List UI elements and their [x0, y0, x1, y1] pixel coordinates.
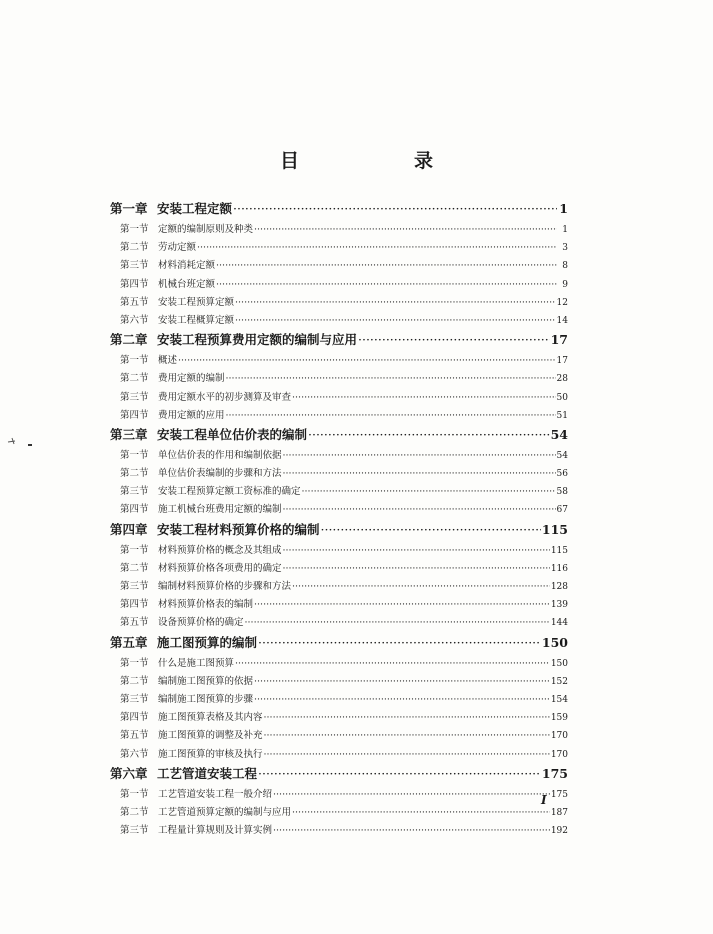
toc-page-number: 116 — [550, 563, 568, 574]
toc-entry-number: 第二节 — [120, 675, 149, 687]
toc-entry-number: 第四节 — [120, 409, 149, 421]
toc-page-number: 187 — [550, 807, 568, 818]
toc-dot-leader — [321, 522, 541, 537]
toc-entry-number: 第五节 — [120, 296, 149, 308]
toc-page-number: 128 — [550, 582, 568, 592]
toc-chapter-row — [110, 520, 568, 542]
toc-dot-leader — [283, 468, 556, 479]
toc-page-number: 1 — [562, 225, 568, 235]
toc-entry-number: 第三节 — [120, 391, 149, 403]
toc-section-row — [110, 804, 568, 822]
toc-section-row — [110, 257, 568, 275]
toc-dot-leader — [308, 427, 550, 442]
toc-page-number: 175 — [541, 765, 568, 781]
toc-page-number: 56 — [556, 469, 568, 480]
toc-dot-leader — [283, 545, 550, 556]
toc-entry-title: 工艺管道安装工程 — [157, 765, 258, 781]
toc-entry-title: 安装工程定额 — [157, 201, 233, 216]
toc-page-number: 8 — [562, 261, 568, 272]
toc-section-row — [110, 673, 568, 691]
toc-section-row — [110, 389, 568, 407]
toc-dot-leader — [216, 279, 557, 290]
toc-section-row — [110, 407, 568, 425]
toc-page-number: 1 — [559, 201, 568, 216]
toc-page-number: 144 — [550, 618, 568, 629]
toc-entry-title: 工艺管道安装工程一般介绍 — [158, 788, 273, 800]
toc-entry-number: 第三节 — [120, 260, 149, 272]
toc-dot-leader — [358, 332, 550, 347]
toc-entry-title: 施工图预算的编制 — [157, 634, 258, 650]
toc-entry-title: 材料消耗定额 — [158, 260, 216, 272]
toc-entry-number: 第三节 — [120, 825, 149, 837]
toc-entry-number: 第一节 — [120, 449, 149, 461]
toc-entry-title: 安装工程预算定额 — [158, 296, 235, 308]
toc-entry-number: 第六章 — [110, 765, 148, 781]
toc-section-row — [110, 691, 568, 709]
toc-section-row — [110, 822, 568, 840]
toc-dot-leader — [292, 581, 550, 592]
toc-page-number: 170 — [550, 749, 568, 760]
toc-dot-leader — [258, 766, 541, 781]
toc-entry-title: 安装工程单位估价表的编制 — [157, 426, 308, 442]
toc-chapter-row — [110, 425, 568, 447]
toc-dot-leader — [216, 260, 557, 271]
toc-section-row — [110, 501, 568, 519]
toc-page-number: 17 — [556, 356, 568, 367]
toc-page-number: 139 — [550, 600, 568, 611]
toc-entry-title: 概述 — [158, 355, 178, 367]
toc-entry-title: 安装工程预算定额工资标准的确定 — [158, 486, 301, 498]
toc-page-number: 12 — [556, 297, 568, 308]
toc-dot-leader — [233, 201, 557, 216]
toc-entry-number: 第六节 — [120, 748, 149, 760]
toc-entry-number: 第二章 — [110, 332, 148, 348]
toc-entry-title: 什么是施工图预算 — [158, 657, 235, 669]
toc-page-number: 152 — [550, 676, 568, 687]
toc-entry-number: 第三节 — [120, 693, 149, 705]
toc-entry-number: 第五章 — [110, 634, 148, 650]
toc-entry-title: 施工图预算表格及其内容 — [158, 712, 263, 724]
toc-dot-leader — [254, 599, 550, 610]
toc-section-row — [110, 483, 568, 501]
toc-entry-title: 材料预算价格的概念及其组成 — [158, 544, 282, 556]
toc-dot-leader — [292, 807, 550, 818]
toc-dot-leader — [235, 297, 556, 308]
toc-section-row — [110, 614, 568, 632]
toc-entry-title: 工艺管道预算定额的编制与应用 — [158, 806, 292, 818]
toc-entry-number: 第五节 — [120, 730, 149, 742]
toc-dot-leader — [197, 242, 557, 253]
toc-entry-number: 第四节 — [120, 278, 149, 290]
toc-section-row — [110, 370, 568, 388]
toc-page-number: 159 — [550, 713, 568, 724]
toc-entry-title: 安装工程概算定额 — [158, 314, 235, 326]
toc-entry-number: 第二节 — [120, 562, 149, 574]
toc-dot-leader — [283, 563, 550, 574]
toc-dot-leader — [273, 789, 550, 800]
toc-chapter-row — [110, 633, 568, 655]
toc-entry-number: 第二节 — [120, 806, 149, 818]
toc-section-row — [110, 596, 568, 614]
toc-entry-number: 第二节 — [120, 468, 149, 480]
toc-entry-title: 安装工程预算费用定额的编制与应用 — [157, 332, 358, 348]
toc-entry-number: 第二节 — [120, 373, 149, 385]
toc-section-row — [110, 709, 568, 727]
toc-section-row — [110, 746, 568, 764]
toc-entry-number: 第四节 — [120, 504, 149, 516]
toc-entry-number: 第一节 — [120, 224, 149, 235]
toc-section-row — [110, 560, 568, 578]
toc-dot-leader — [302, 486, 556, 497]
toc-dot-leader — [226, 410, 556, 421]
toc-section-row — [110, 655, 568, 673]
toc-page-number: 54 — [556, 450, 568, 461]
toc-section-row — [110, 542, 568, 560]
toc-section-row — [110, 578, 568, 596]
toc-entry-number: 第六节 — [120, 314, 149, 326]
toc-dot-leader — [235, 658, 550, 669]
toc-entry-title: 劳动定额 — [158, 242, 197, 254]
toc-section-row — [110, 465, 568, 483]
toc-entry-title: 材料预算价格各项费用的确定 — [158, 562, 282, 574]
toc-dot-leader — [264, 712, 550, 723]
toc-entry-title: 材料预算价格表的编制 — [158, 599, 254, 611]
toc-entry-title: 机械台班定额 — [158, 278, 216, 290]
toc-chapter-row — [110, 764, 568, 786]
toc-entry-number: 第四章 — [110, 521, 148, 537]
toc-dot-leader — [254, 694, 550, 705]
toc-entry-number: 第四节 — [120, 599, 149, 611]
toc-page-number: 175 — [550, 789, 568, 800]
toc-page-number: 67 — [556, 505, 568, 516]
toc-dot-leader — [273, 825, 550, 836]
toc-entry-title: 费用定额的编制 — [158, 373, 225, 385]
toc-section-row — [110, 221, 568, 239]
toc-entry-number: 第一节 — [120, 788, 149, 800]
toc-entry-number: 第一节 — [120, 355, 149, 367]
toc-dot-leader — [226, 373, 556, 384]
toc-chapter-row — [110, 330, 568, 352]
toc-entry-title: 编制施工图预算的步骤 — [158, 693, 254, 705]
toc-entry-title: 设备预算价格的确定 — [158, 617, 244, 629]
toc-dot-leader — [254, 224, 557, 235]
toc-page-number: 170 — [550, 731, 568, 742]
toc-page-number: 54 — [550, 426, 568, 442]
toc-dot-leader — [283, 450, 556, 461]
toc-dot-leader — [258, 635, 541, 650]
toc-section-row — [110, 786, 568, 804]
toc-dot-leader — [264, 749, 550, 760]
toc-entry-title: 定额的编制原则及种类 — [158, 224, 254, 235]
page-mark: I — [541, 793, 547, 807]
page-title: 目 录 — [279, 150, 481, 172]
toc-dot-leader — [245, 617, 550, 628]
toc-entry-number: 第三章 — [110, 426, 148, 442]
toc-dot-leader — [235, 315, 556, 326]
toc-section-row — [110, 727, 568, 745]
toc-page-number: 51 — [556, 410, 568, 421]
toc-entry-title: 施工图预算的调整及补充 — [158, 730, 263, 742]
toc-entry-title: 费用定额水平的初步测算及审查 — [158, 391, 292, 403]
toc-entry-title: 工程量计算规则及计算实例 — [158, 825, 273, 837]
toc-page-number: 50 — [556, 392, 568, 403]
toc-page-number: 115 — [550, 545, 568, 556]
toc-entry-number: 第三节 — [120, 581, 149, 592]
toc-page-number: 28 — [556, 374, 568, 385]
scan-smudge — [6, 432, 36, 448]
toc-section-row — [110, 276, 568, 294]
toc-dot-leader — [283, 504, 556, 515]
toc-page-number: 154 — [550, 694, 568, 705]
toc-entry-title: 费用定额的应用 — [158, 409, 225, 421]
toc-page-number: 115 — [541, 521, 568, 537]
toc-entry-title: 安装工程材料预算价格的编制 — [157, 521, 320, 537]
table-of-contents — [110, 199, 568, 840]
toc-entry-number: 第一节 — [120, 544, 149, 556]
toc-dot-leader — [254, 676, 550, 687]
toc-entry-title: 施工机械台班费用定额的编制 — [158, 504, 282, 516]
toc-entry-number: 第一章 — [110, 201, 148, 216]
toc-entry-title: 施工图预算的审核及执行 — [158, 748, 263, 760]
toc-section-row — [110, 352, 568, 370]
toc-entry-number: 第五节 — [120, 617, 149, 629]
toc-page-number: 14 — [556, 315, 568, 326]
toc-entry-title: 编制材料预算价格的步骤和方法 — [158, 581, 292, 592]
toc-entry-number: 第三节 — [120, 486, 149, 498]
toc-page-number: 150 — [550, 658, 568, 669]
toc-entry-number: 第四节 — [120, 712, 149, 724]
toc-entry-title: 单位估价表编制的步骤和方法 — [158, 468, 282, 480]
toc-page-number: 9 — [562, 279, 568, 290]
toc-page-number: 17 — [550, 332, 568, 348]
toc-section-row — [110, 312, 568, 330]
toc-section-row — [110, 294, 568, 312]
toc-entry-number: 第二节 — [120, 242, 149, 254]
toc-entry-title: 编制施工图预算的依据 — [158, 675, 254, 687]
toc-dot-leader — [264, 730, 550, 741]
toc-page-number: 58 — [556, 487, 568, 498]
toc-entry-number: 第一节 — [120, 657, 149, 669]
toc-page-number: 150 — [541, 634, 568, 650]
toc-page-number: 3 — [562, 243, 568, 254]
toc-section-row — [110, 447, 568, 465]
toc-entry-title: 单位估价表的作用和编制依据 — [158, 449, 282, 461]
toc-dot-leader — [178, 355, 556, 366]
toc-chapter-row — [110, 199, 568, 221]
toc-section-row — [110, 239, 568, 257]
toc-page-number: 192 — [550, 826, 568, 837]
toc-dot-leader — [292, 392, 556, 403]
